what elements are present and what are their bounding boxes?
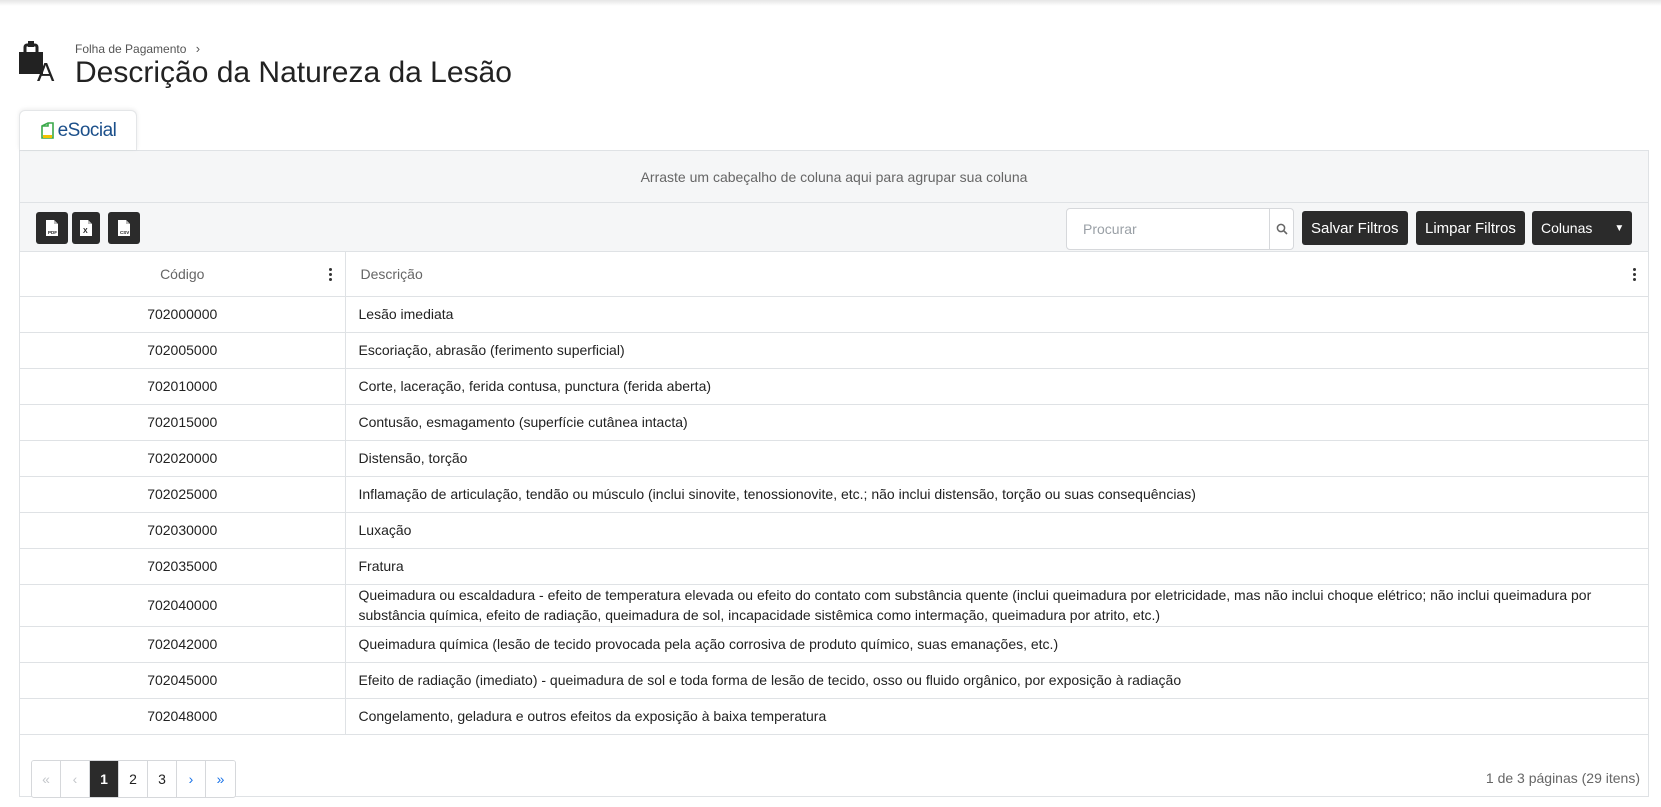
cell-code: 702015000 <box>20 404 345 440</box>
page-info: 1 de 3 páginas (29 itens) <box>1485 770 1640 786</box>
table-row[interactable] <box>20 368 1648 404</box>
top-shadow-bar <box>0 0 1661 6</box>
chevron-right-icon: › <box>188 771 194 787</box>
table-row[interactable] <box>20 548 1648 584</box>
svg-text:X: X <box>83 228 88 235</box>
table-row[interactable] <box>20 476 1648 512</box>
cell-code: 702042000 <box>20 626 345 662</box>
cell-description: Lesão imediata <box>345 296 1648 332</box>
last-page-button[interactable] <box>206 761 235 797</box>
next-page-button[interactable] <box>177 761 206 797</box>
breadcrumb <box>75 41 200 56</box>
chevron-left-icon: ‹ <box>72 771 78 787</box>
table-header-row <box>20 252 1648 296</box>
export-pdf-button[interactable] <box>36 212 68 244</box>
esocial-logo-icon <box>40 122 56 140</box>
pdf-icon <box>44 219 60 237</box>
search-box <box>1066 208 1294 250</box>
table-row[interactable] <box>20 698 1648 734</box>
double-chevron-right-icon: » <box>216 771 225 787</box>
cell-code: 702040000 <box>20 584 345 626</box>
cell-description: Queimadura ou escaldadura - efeito de temperatura elevada ou efeito do contato com substância quente (inclui queimadura por eletricidade, mas não inclui choque elétrico; não inclui queimadura por substância química, efeito de radiação, queimadura de sol, incapacidade sistêmica como intermação, queimadura por atrito, etc.) <box>345 584 1648 626</box>
table-row[interactable] <box>20 332 1648 368</box>
cell-description: Queimadura química (lesão de tecido provocada pela ação corrosiva de produto químico, suas emanações, etc.) <box>345 626 1648 662</box>
search-button[interactable] <box>1269 209 1293 249</box>
pager <box>31 760 236 798</box>
csv-icon <box>116 219 132 237</box>
page-button-3[interactable]: 3 <box>148 761 177 797</box>
svg-text:A: A <box>37 57 55 84</box>
cell-description: Fratura <box>345 548 1648 584</box>
columns-dropdown-button[interactable] <box>1532 211 1632 245</box>
cell-description: Luxação <box>345 512 1648 548</box>
cell-description: Inflamação de articulação, tendão ou músculo (inclui sinovite, tenossionovite, etc.; não inclui distensão, torção ou suas consequências) <box>345 476 1648 512</box>
tab-label: eSocial <box>57 119 117 141</box>
cell-description: Contusão, esmagamento (superfície cutânea intacta) <box>345 404 1648 440</box>
cell-description: Efeito de radiação (imediato) - queimadura de sol e toda forma de lesão de tecido, osso ou fluido orgânico, por exposição à radiação <box>345 662 1648 698</box>
first-page-button[interactable] <box>32 761 61 797</box>
table-row[interactable] <box>20 440 1648 476</box>
cell-code: 702048000 <box>20 698 345 734</box>
svg-text:CSV: CSV <box>120 230 130 235</box>
columns-button-label: Colunas <box>1541 220 1593 236</box>
cell-code: 702030000 <box>20 512 345 548</box>
column-header-description[interactable] <box>345 252 1648 296</box>
cell-code: 702045000 <box>20 662 345 698</box>
tab-esocial[interactable] <box>19 110 137 150</box>
table-row[interactable] <box>20 662 1648 698</box>
group-panel-text: Arraste um cabeçalho de coluna aqui para agrupar sua coluna <box>640 168 1028 185</box>
search-input[interactable] <box>1067 209 1269 249</box>
table-row[interactable] <box>20 584 1648 626</box>
cell-code: 702025000 <box>20 476 345 512</box>
cell-code: 702035000 <box>20 548 345 584</box>
column-header-label: Descrição <box>360 265 423 282</box>
table-row[interactable] <box>20 296 1648 332</box>
svg-text:PDF: PDF <box>48 230 57 235</box>
table-row[interactable] <box>20 626 1648 662</box>
page-title: Descrição da Natureza da Lesão <box>75 56 512 89</box>
page-button-1[interactable]: 1 <box>90 761 119 797</box>
clear-filters-button[interactable]: Limpar Filtros <box>1416 211 1525 245</box>
cell-code: 702020000 <box>20 440 345 476</box>
cell-description: Escoriação, abrasão (ferimento superficial) <box>345 332 1648 368</box>
grid-toolbar <box>20 203 1648 252</box>
chevron-right-icon: › <box>195 41 201 56</box>
cell-code: 702000000 <box>20 296 345 332</box>
data-grid <box>19 150 1649 797</box>
table-row[interactable] <box>20 512 1648 548</box>
grid-footer <box>20 748 1648 798</box>
cell-description: Congelamento, geladura e outros efeitos da exposição à baixa temperatura <box>345 698 1648 734</box>
cell-description: Corte, laceração, ferida contusa, punctura (ferida aberta) <box>345 368 1648 404</box>
export-excel-button[interactable] <box>72 212 100 244</box>
double-chevron-left-icon: « <box>42 771 50 787</box>
column-header-label: Código <box>160 265 205 282</box>
column-menu-icon[interactable] <box>325 265 337 283</box>
page-header <box>18 38 718 98</box>
caret-down-icon: ▼ <box>1614 222 1625 234</box>
save-filters-button[interactable]: Salvar Filtros <box>1302 211 1408 245</box>
cell-description: Distensão, torção <box>345 440 1648 476</box>
export-csv-button[interactable] <box>108 212 140 244</box>
column-menu-icon[interactable] <box>1628 265 1640 283</box>
column-header-code[interactable] <box>20 252 345 296</box>
table-row[interactable] <box>20 404 1648 440</box>
cell-code: 702005000 <box>20 332 345 368</box>
group-panel[interactable] <box>20 151 1648 203</box>
data-table <box>20 252 1648 735</box>
page-button-2[interactable]: 2 <box>119 761 148 797</box>
excel-icon <box>78 219 94 237</box>
search-icon <box>1276 223 1288 235</box>
previous-page-button[interactable] <box>61 761 90 797</box>
cell-code: 702010000 <box>20 368 345 404</box>
clipboard-a-icon <box>18 40 60 84</box>
breadcrumb-item-payroll[interactable]: Folha de Pagamento <box>75 42 187 56</box>
